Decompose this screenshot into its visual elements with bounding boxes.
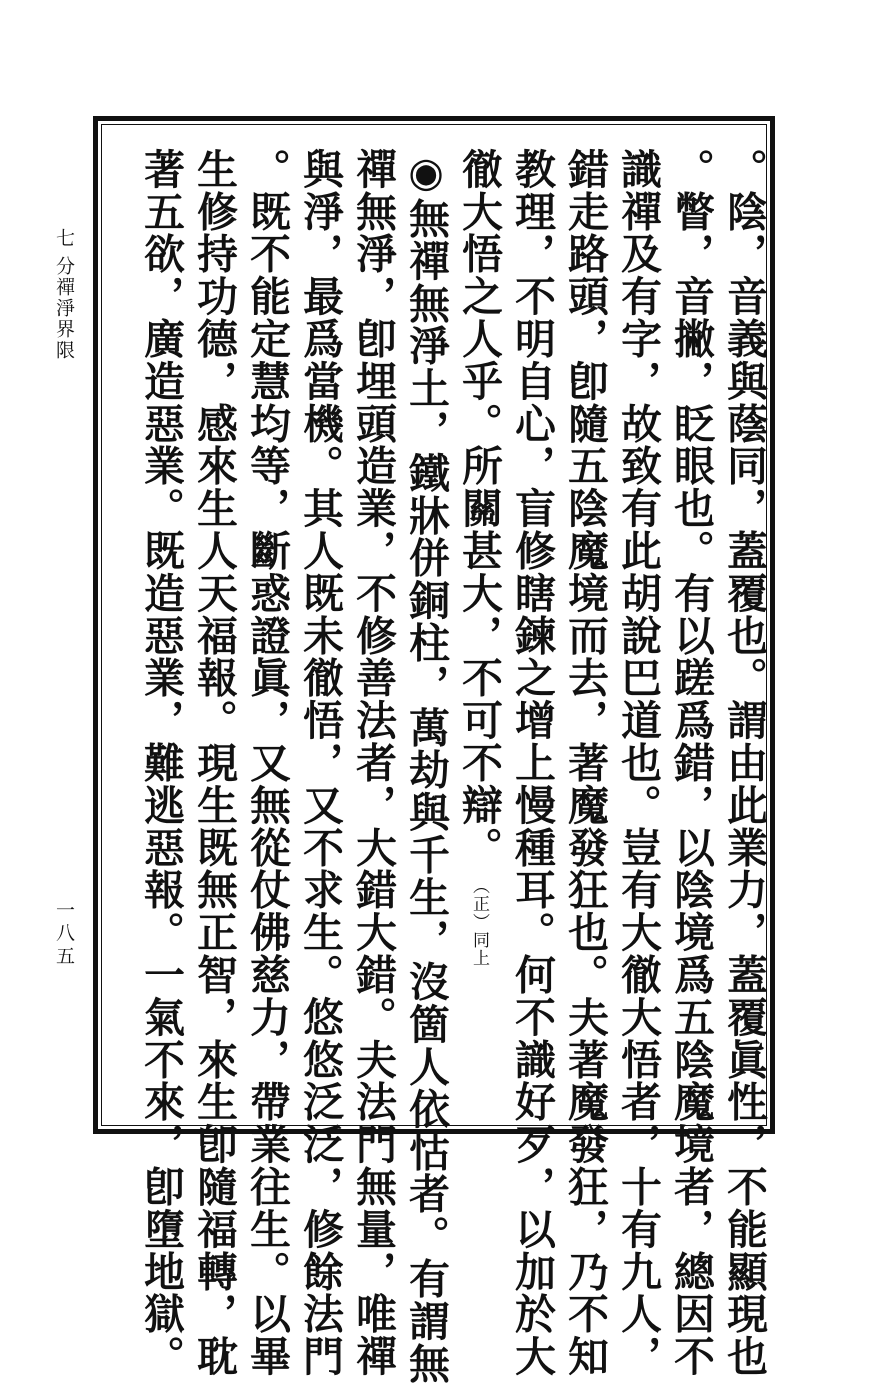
text-column-8: 禪無淨，卽埋頭造業，不修善法者，大錯大錯。夫法門無量，唯禪 [349,148,397,1378]
text-column-4: 錯走路頭，卽隨五陰魔境而去，著魔發狂也。夫著魔發狂，乃不知 [561,148,609,1378]
text-column-7: ◉無禪無淨土，鐵牀併銅柱，萬劫與千生，沒箇人依怙者。有謂無 [402,148,450,1385]
section-title: 分禪淨界限 [53,256,75,361]
section-number: 七 [53,228,75,249]
text-column-11: 生修持功德，感來生人天福報。現生既無正智，來生卽隨福轉，耽 [190,148,238,1378]
text-column-1: 。陰，音義與蔭同，蓋覆也。謂由此業力，蓋覆眞性，不能顯現也 [720,148,768,1378]
page-number: 一八五 [53,900,75,969]
text-column-6 [457,148,501,1108]
text-column-5: 教理，不明自心，盲修瞎鍊之增上慢種耳。何不識好歹，以加於大 [508,148,556,1378]
margin-section-label [52,228,76,361]
body-text [118,148,768,1385]
source-note: （正）同上 [469,876,489,967]
text-column-12: 著五欲，廣造惡業。既造惡業，難逃惡報。一氣不來，卽墮地獄。 [137,148,185,1378]
text-column-9: 與淨，最爲當機。其人既未徹悟，又不求生。悠悠泛泛，修餘法門 [296,148,344,1378]
column-6-text: 徹大悟之人乎。所關甚大，不可不辯。 [455,148,503,869]
text-column-2: 。瞥，音撇，眨眼也。有以蹉爲錯，以陰境爲五陰魔境者，總因不 [667,148,715,1378]
text-column-3: 識禪及有字，故致有此胡說巴道也。豈有大徹大悟者，十有九人， [614,148,662,1378]
text-column-10: 。既不能定慧均等，斷惑證眞，又無從仗佛慈力，帶業往生。以畢 [243,148,291,1378]
